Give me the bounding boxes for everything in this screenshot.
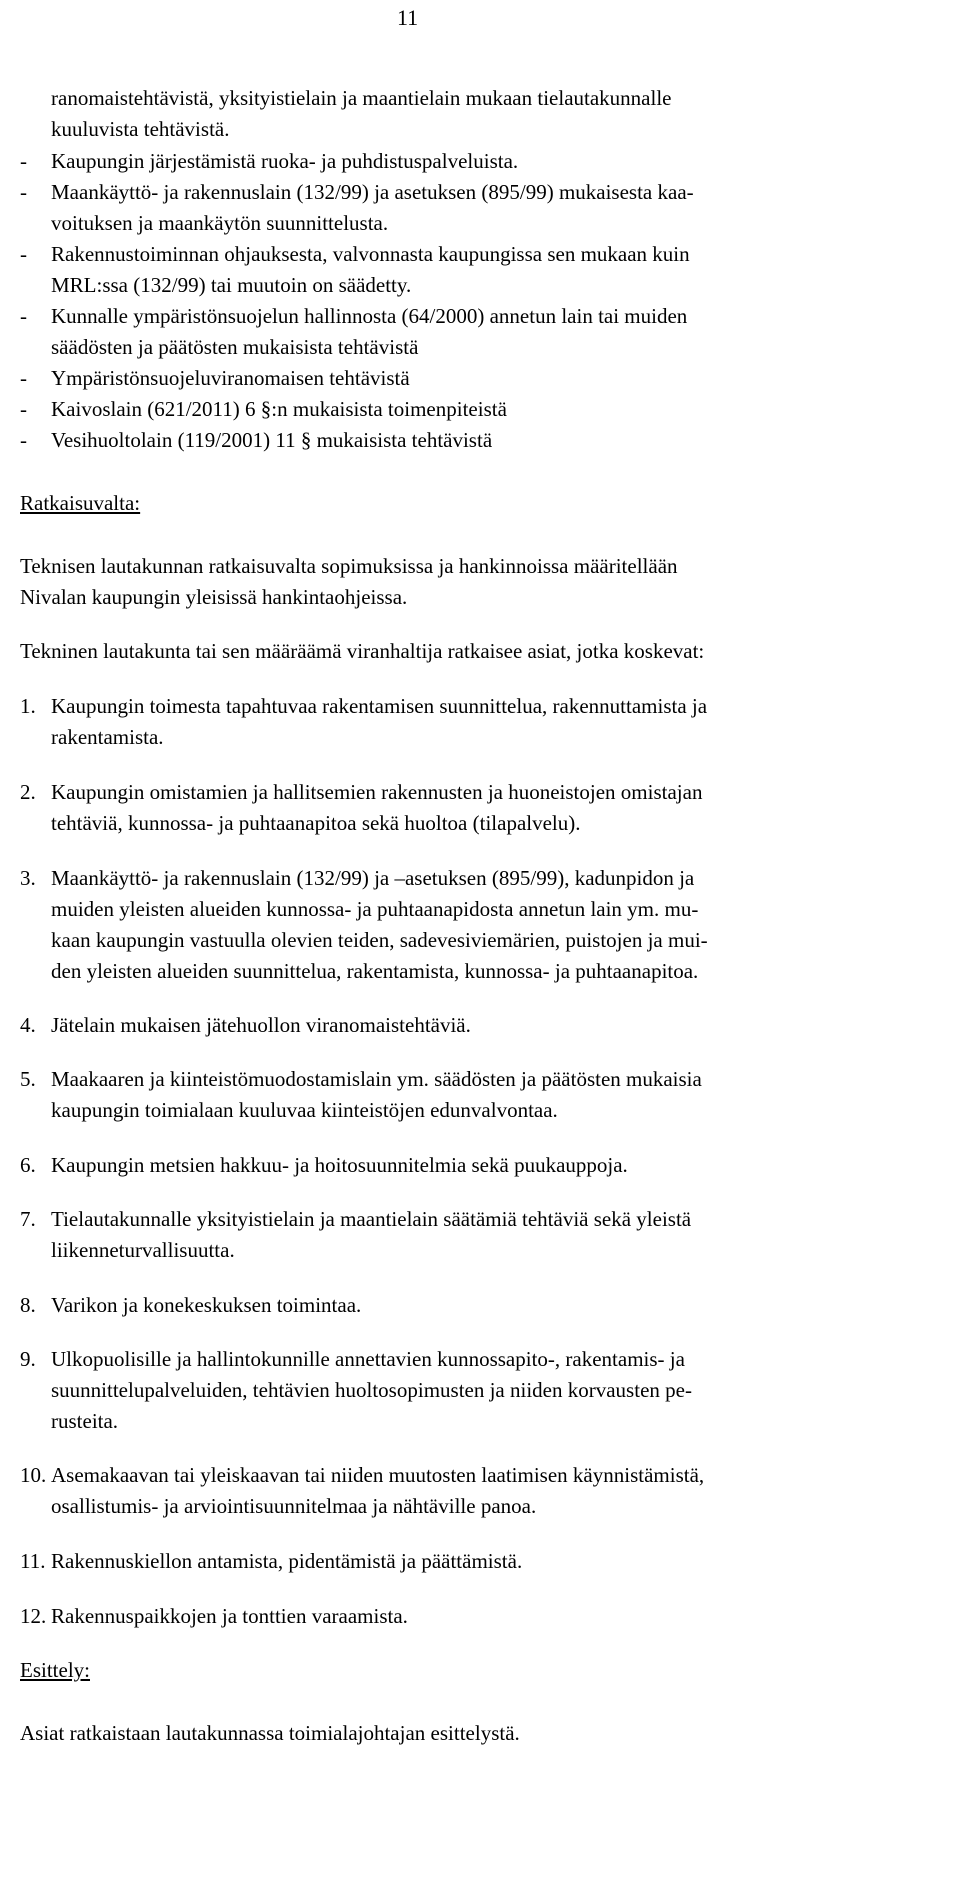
item-text: Rakennuspaikkojen ja tonttien varaamista. [51, 1604, 408, 1628]
item-number: 11. [20, 1549, 46, 1573]
dash-item-text: Kaupungin järjestämistä ruoka- ja puhdistuspalveluista. [51, 149, 519, 173]
item-text: Kaupungin toimesta tapahtuvaa rakentamisen suunnittelua, rakennuttamista ja [51, 694, 708, 718]
item-text: Jätelain mukaisen jätehuollon viranomaistehtäviä. [51, 1013, 471, 1037]
item-text: Varikon ja konekeskuksen toimintaa. [51, 1293, 362, 1317]
paragraph-line: Nivalan kaupungin yleisissä hankintaohjeissa. [20, 585, 408, 609]
item-text: Ulkopuolisille ja hallintokunnille annettavien kunnossapito-, rakentamis- ja [51, 1347, 685, 1371]
dash-marker: - [20, 304, 27, 328]
item-text: tehtäviä, kunnossa- ja puhtaanapitoa sekä huoltoa (tilapalvelu). [51, 811, 581, 835]
continuation-line: kuuluvista tehtävistä. [51, 117, 230, 141]
dash-marker: - [20, 428, 27, 452]
dash-item-text: Kunnalle ympäristönsuojelun hallinnosta (64/2000) annetun lain tai muiden [51, 304, 688, 328]
item-text: Maakaaren ja kiinteistömuodostamislain ym. säädösten ja päätösten mukaisia [51, 1067, 702, 1091]
item-number: 10. [20, 1463, 47, 1487]
item-number: 2. [20, 780, 36, 804]
item-text: rusteita. [51, 1409, 119, 1433]
item-text: Kaupungin metsien hakkuu- ja hoitosuunnitelmia sekä puukauppoja. [51, 1153, 628, 1177]
item-number: 6. [20, 1153, 36, 1177]
closing-line: Asiat ratkaistaan lautakunnassa toimialajohtajan esittelystä. [20, 1721, 520, 1745]
dash-item-text: MRL:ssa (132/99) tai muutoin on säädetty. [51, 273, 412, 297]
item-text: suunnittelupalveluiden, tehtävien huoltosopimusten ja niiden korvausten pe- [51, 1378, 692, 1402]
item-text: Kaupungin omistamien ja hallitsemien rakennusten ja huoneistojen omistajan [51, 780, 703, 804]
page-number: 11 [397, 5, 419, 30]
item-text: Rakennuskiellon antamista, pidentämistä ja päättämistä. [51, 1549, 523, 1573]
dash-marker: - [20, 180, 27, 204]
item-text: Tielautakunnalle yksityistielain ja maantielain säätämiä tehtäviä sekä yleistä [51, 1207, 692, 1231]
item-text: Maankäyttö- ja rakennuslain (132/99) ja –asetuksen (895/99), kadunpidon ja [51, 866, 695, 890]
dash-item-text: Vesihuoltolain (119/2001) 11 § mukaisista tehtävistä [51, 428, 493, 452]
item-text: kaan kaupungin vastuulla olevien teiden, sadevesiviemärien, puistojen ja mui- [51, 928, 708, 952]
item-text: rakentamista. [51, 725, 164, 749]
dash-marker: - [20, 366, 27, 390]
item-text: muiden yleisten alueiden kunnossa- ja puhtaanapidosta annetun lain ym. mu- [51, 897, 699, 921]
continuation-line: ranomaistehtävistä, yksityistielain ja maantielain mukaan tielautakunnalle [51, 86, 672, 110]
dash-marker: - [20, 397, 27, 421]
item-text: den yleisten alueiden suunnittelua, rakentamista, kunnossa- ja puhtaanapitoa. [51, 959, 699, 983]
item-number: 8. [20, 1293, 36, 1317]
dash-item-text: Kaivoslain (621/2011) 6 §:n mukaisista toimenpiteistä [51, 397, 507, 421]
item-number: 9. [20, 1347, 36, 1371]
paragraph-line: Teknisen lautakunnan ratkaisuvalta sopimuksissa ja hankinnoissa määritellään [20, 554, 678, 578]
item-number: 3. [20, 866, 36, 890]
dash-marker: - [20, 149, 27, 173]
item-number: 5. [20, 1067, 36, 1091]
item-number: 7. [20, 1207, 36, 1231]
item-text: liikenneturvallisuutta. [51, 1238, 235, 1262]
section-heading-esittely: Esittely: [20, 1658, 90, 1682]
item-number: 4. [20, 1013, 36, 1037]
dash-item-text: Maankäyttö- ja rakennuslain (132/99) ja asetuksen (895/99) mukaisesta kaa- [51, 180, 694, 204]
item-text: Asemakaavan tai yleiskaavan tai niiden muutosten laatimisen käynnistämistä, [51, 1463, 705, 1487]
section-heading-ratkaisuvalta: Ratkaisuvalta: [20, 491, 141, 515]
item-number: 12. [20, 1604, 47, 1628]
dash-marker: - [20, 242, 27, 266]
dash-item-text: Ympäristönsuojeluviranomaisen tehtävistä [51, 366, 410, 390]
item-text: kaupungin toimialaan kuuluvaa kiinteistöjen edunvalvontaa. [51, 1098, 558, 1122]
dash-item-text: Rakennustoiminnan ohjauksesta, valvonnasta kaupungissa sen mukaan kuin [51, 242, 690, 266]
paragraph-line: Tekninen lautakunta tai sen määräämä viranhaltija ratkaisee asiat, jotka koskevat: [20, 639, 705, 663]
dash-item-text: säädösten ja päätösten mukaisista tehtävistä [51, 335, 419, 359]
item-number: 1. [20, 694, 36, 718]
dash-item-text: voituksen ja maankäytön suunnittelusta. [51, 211, 389, 235]
item-text: osallistumis- ja arviointisuunnitelmaa ja nähtäville panoa. [51, 1494, 537, 1518]
